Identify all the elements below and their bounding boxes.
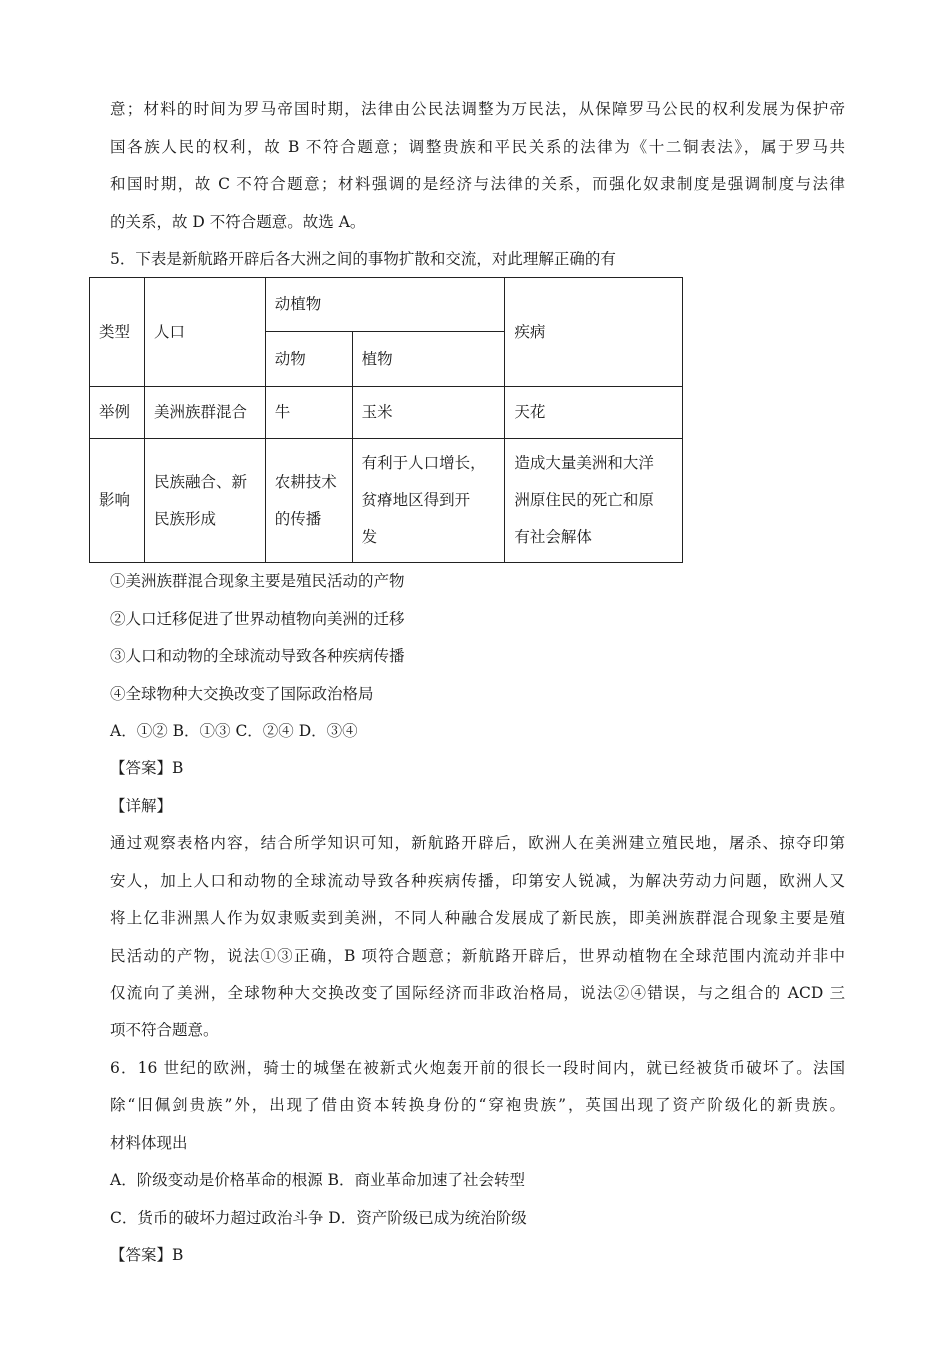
intro-line-1: 意；材料的时间为罗马帝国时期，法律由公民法调整为万民法，从保障罗马公民的权利发展为保护帝	[110, 100, 845, 118]
statement-4: ④全球物种大交换改变了国际政治格局	[110, 685, 374, 703]
q6-stem-line-3: 材料体现出	[110, 1134, 188, 1152]
header-type: 类型	[90, 278, 145, 387]
impact-population-line: 民族形成	[153, 509, 216, 528]
header-disease: 疾病	[505, 278, 683, 387]
impact-animal	[265, 439, 352, 563]
q5-detail-line-2: 安人，加上人口和动物的全球流动导致各种疾病传播，印第安人锐减，为解决劳动力问题，欧洲人又	[110, 872, 845, 890]
q5-detail-line-1: 通过观察表格内容，结合所学知识可知，新航路开辟后，欧洲人在美洲建立殖民地，屠杀、掠夺印第	[110, 834, 845, 852]
impact-animal-line: 农耕技术	[274, 472, 337, 491]
q5-detail-line-6: 项不符合题意。	[110, 1021, 219, 1039]
q5-detail-line-4: 民活动的产物，说法①③正确，B 项符合题意；新航路开辟后，世界动植物在全球范围内流动并非中	[110, 947, 845, 965]
impact-animal-line: 的传播	[274, 509, 322, 528]
impact-population-line: 民族融合、新	[153, 472, 247, 491]
statement-1: ①美洲族群混合现象主要是殖民活动的产物	[110, 572, 405, 590]
intro-line-3: 和国时期，故 C 不符合题意；材料强调的是经济与法律的关系，而强化奴隶制度是强调制度与法律	[110, 175, 845, 193]
impact-plant-line: 有利于人口增长，	[361, 454, 486, 472]
impact-plant-line: 贫瘠地区得到开	[361, 491, 471, 509]
impact-disease-line: 有社会解体	[514, 528, 592, 546]
header-flora-fauna: 动植物	[265, 278, 505, 332]
q5-detail-line-5: 仅流向了美洲，全球物种大交换改变了国际经济而非政治格局，说法②④错误，与之组合的 ACD 三	[110, 984, 845, 1002]
header-population: 人口	[144, 278, 265, 387]
impact-disease	[505, 439, 683, 563]
q5-stem: 5．下表是新航路开辟后各大洲之间的事物扩散和交流，对此理解正确的有	[110, 250, 616, 268]
example-animal: 牛	[265, 387, 352, 439]
q6-options-line-1: A．阶级变动是价格革命的根源 B．商业革命加速了社会转型	[110, 1171, 526, 1189]
impact-disease-line: 造成大量美洲和大洋	[514, 454, 654, 472]
example-population: 美洲族群混合	[144, 387, 265, 439]
row-impact-label: 影响	[90, 439, 145, 563]
header-plant: 植物	[352, 332, 505, 387]
q5-answer: 【答案】B	[110, 759, 184, 777]
header-animal: 动物	[265, 332, 352, 387]
statement-2: ②人口迁移促进了世界动植物向美洲的迁移	[110, 610, 405, 628]
q6-stem-line-1: 6．16 世纪的欧洲，骑士的城堡在被新式火炮轰开前的很长一段时间内，就已经被货币破坏了。法国	[110, 1059, 845, 1077]
q6-options-line-2: C．货币的破坏力超过政治斗争 D．资产阶级已成为统治阶级	[110, 1209, 527, 1227]
example-disease: 天花	[505, 387, 683, 439]
example-plant: 玉米	[352, 387, 505, 439]
impact-plant	[352, 439, 505, 563]
q6-answer: 【答案】B	[110, 1246, 184, 1264]
q6-stem-line-2: 除“旧佩剑贵族”外，出现了借由资本转换身份的“穿袍贵族”，英国出现了资产阶级化的新贵族。	[110, 1096, 845, 1114]
intro-line-2: 国各族人民的权利，故 B 不符合题意；调整贵族和平民关系的法律为《十二铜表法》，属于罗马共	[110, 138, 845, 156]
impact-population	[144, 439, 265, 563]
statement-3: ③人口和动物的全球流动导致各种疾病传播	[110, 647, 405, 665]
intro-line-4: 的关系，故 D 不符合题意。故选 A。	[110, 213, 366, 231]
q5-exchange-table	[89, 277, 683, 563]
q5-options: A．①② B．①③ C．②④ D．③④	[110, 722, 358, 740]
row-example-label: 举例	[90, 387, 145, 439]
q5-detail-line-3: 将上亿非洲黑人作为奴隶贩卖到美洲，不同人种融合发展成了新民族，即美洲族群混合现象主要是殖	[110, 909, 845, 927]
q5-detail-heading: 【详解】	[110, 797, 173, 815]
impact-plant-line: 发	[361, 528, 378, 546]
impact-disease-line: 洲原住民的死亡和原	[514, 491, 654, 509]
